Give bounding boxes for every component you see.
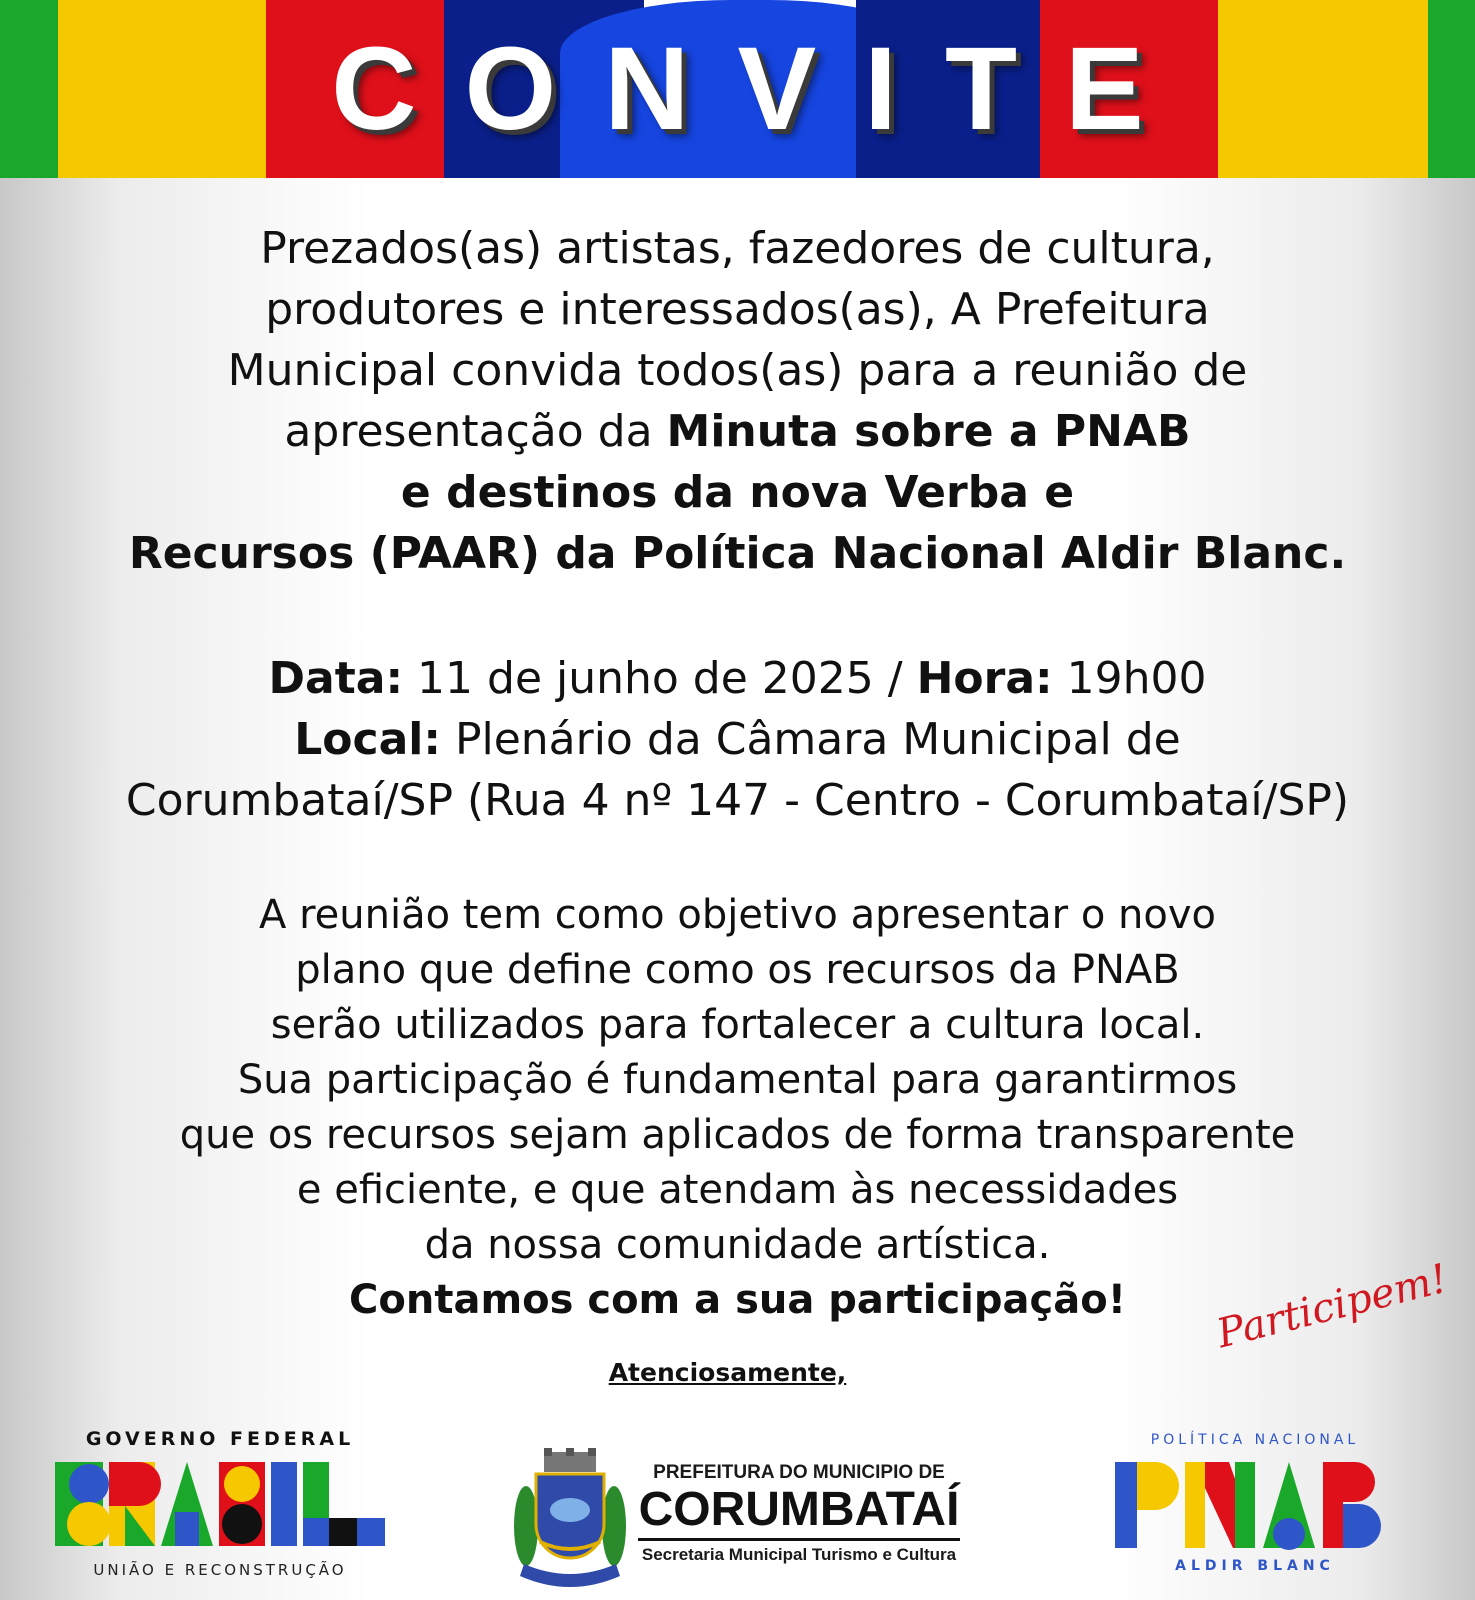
- regards-text: Atenciosamente,: [608, 1358, 847, 1387]
- intro-line-1: Prezados(as) artistas, fazedores de cultura,: [260, 223, 1215, 274]
- date-value: 11 de junho de 2025 /: [403, 653, 917, 704]
- intro-line-4: [40, 401, 1435, 462]
- intro-line-5: e destinos da nova Verba e: [400, 467, 1075, 518]
- place-label: Local:: [294, 714, 441, 765]
- prefeitura-logo: [510, 1448, 960, 1588]
- prefeitura-line-3: Secretaria Municipal Turismo e Cultura: [641, 1545, 957, 1564]
- pnab-bottom-text: ALDIR BLANC: [1175, 1558, 1335, 1574]
- pnab-logo: [1115, 1432, 1395, 1588]
- intro-line-3: Municipal convida todos(as) para a reunião de: [227, 345, 1248, 396]
- page-title: CONVITE: [331, 23, 1192, 155]
- intro-line-4-normal: apresentação da: [284, 406, 667, 457]
- objective-line-2: plano que define como os recursos da PNAB: [295, 947, 1180, 993]
- objective-line-1: A reunião tem como objetivo apresentar o novo: [259, 892, 1216, 938]
- gov-top-text: GOVERNO FEDERAL: [85, 1428, 355, 1450]
- pnab-top-text: POLÍTICA NACIONAL: [1150, 1432, 1360, 1448]
- intro-line-4-bold: Minuta sobre a PNAB: [666, 406, 1191, 457]
- date-time-line: [40, 648, 1435, 709]
- objective-line-6: e eficiente, e que atendam às necessidades: [296, 1167, 1179, 1213]
- place-value: Plenário da Câmara Municipal de: [440, 714, 1181, 765]
- objective-line-4: Sua participação é fundamental para garantirmos: [237, 1057, 1238, 1103]
- objective-line-5: que os recursos sejam aplicados de forma transparente: [179, 1112, 1296, 1158]
- objective-line-7: da nossa comunidade artística.: [424, 1222, 1051, 1268]
- intro-line-6: Recursos (PAAR) da Política Nacional Aldir Blanc.: [128, 528, 1347, 579]
- prefeitura-text-block: [638, 1462, 960, 1565]
- prefeitura-line-2: CORUMBATAÍ: [638, 1483, 960, 1536]
- handwritten-note: Participem!: [1212, 1255, 1453, 1358]
- brasil-wordmark: [55, 1460, 385, 1550]
- governo-federal-logo: [55, 1428, 385, 1588]
- address-line: Corumbataí/SP (Rua 4 nº 147 - Centro - Corumbataí/SP): [125, 775, 1350, 826]
- time-value: 19h00: [1052, 653, 1207, 704]
- objective-paragraph: [40, 888, 1435, 1328]
- closing-line: Contamos com a sua participação!: [349, 1277, 1126, 1323]
- intro-paragraph: [40, 218, 1435, 584]
- pnab-wordmark: [1115, 1458, 1395, 1554]
- objective-line-3: serão utilizados para fortalecer a cultura local.: [270, 1002, 1205, 1048]
- prefeitura-line-1: PREFEITURA DO MUNICIPIO DE: [653, 1462, 945, 1483]
- place-line: [40, 709, 1435, 770]
- time-label: Hora:: [916, 653, 1053, 704]
- event-details: [40, 648, 1435, 831]
- prefeitura-divider: [638, 1538, 960, 1541]
- municipal-crest-icon: [510, 1448, 630, 1588]
- gov-bottom-text: UNIÃO E RECONSTRUÇÃO: [93, 1561, 347, 1579]
- header-banner: [0, 0, 1475, 178]
- date-label: Data:: [268, 653, 404, 704]
- intro-line-2: produtores e interessados(as), A Prefeitura: [265, 284, 1210, 335]
